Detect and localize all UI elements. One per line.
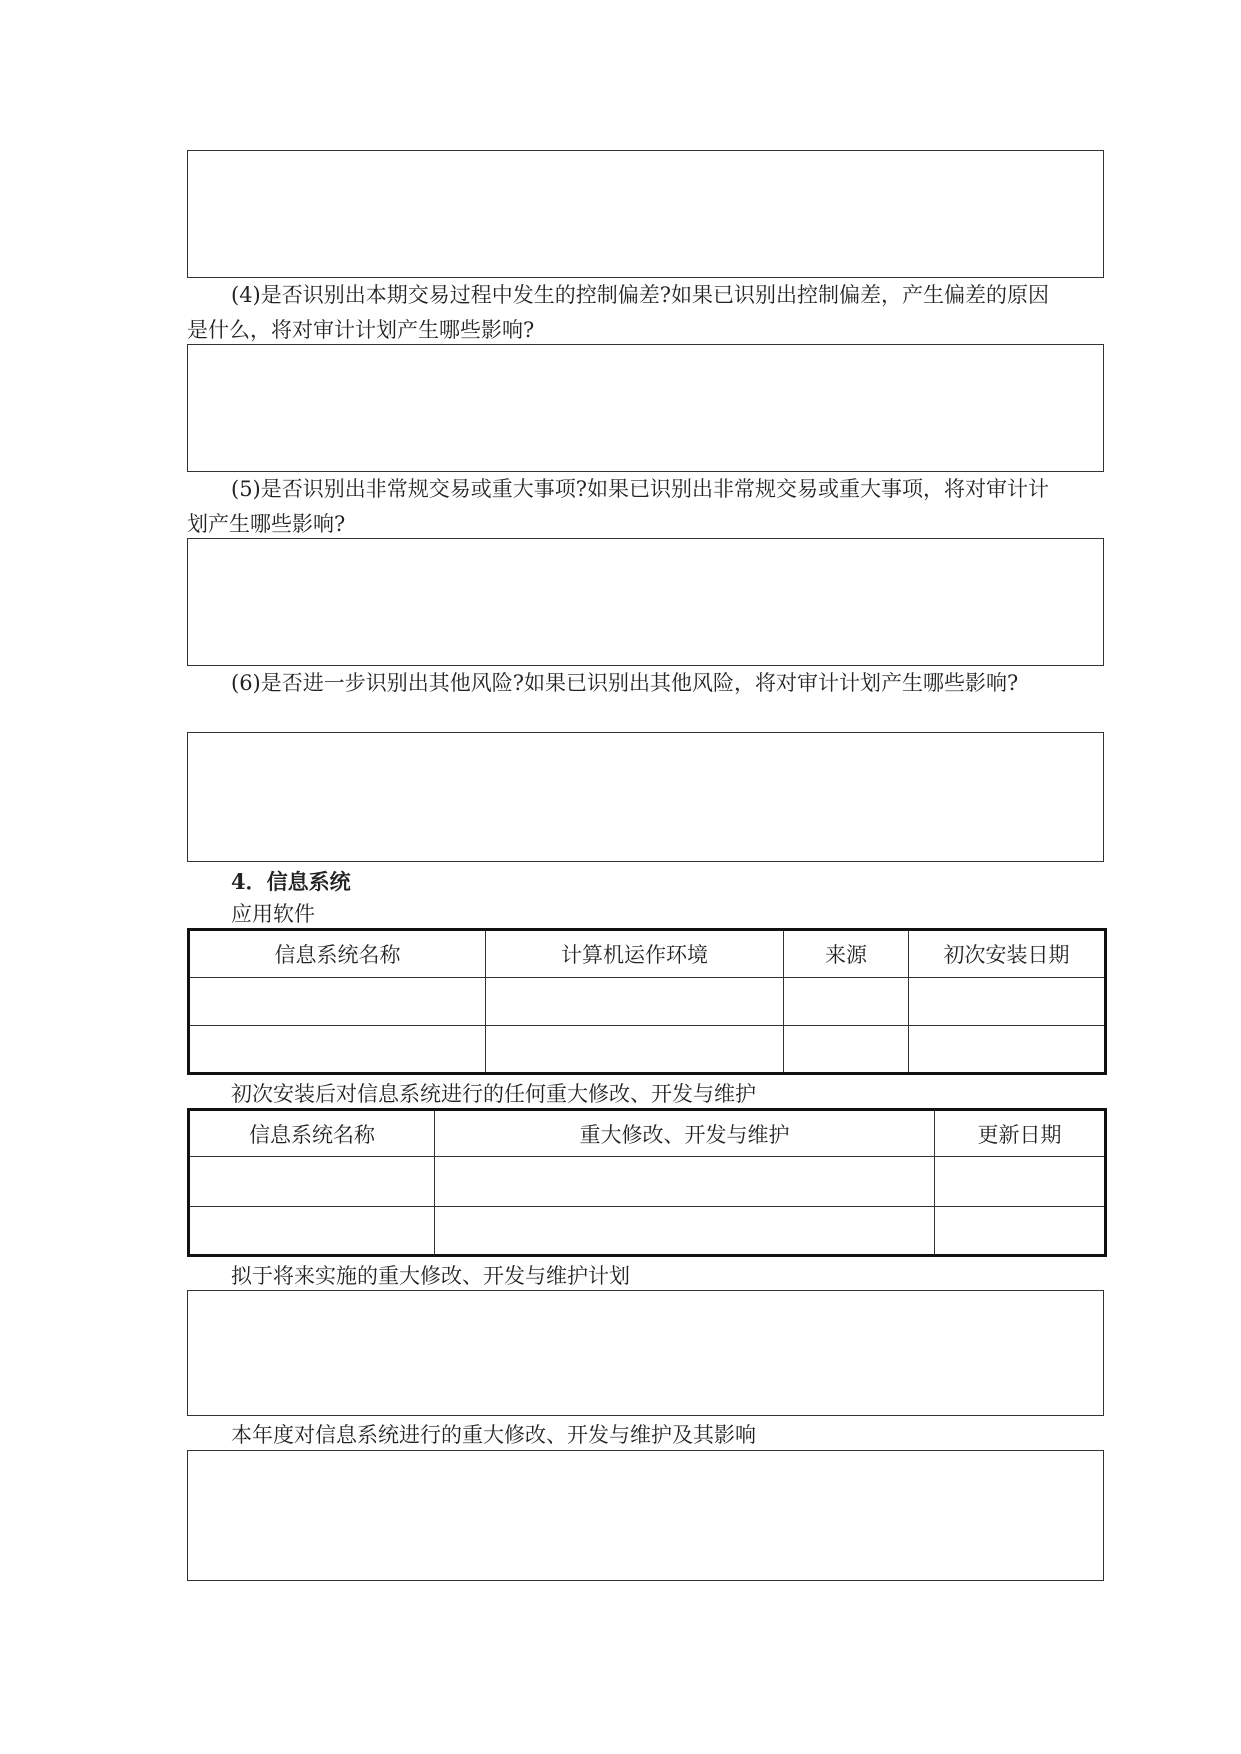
question-5 [187,472,1067,542]
question-4-text: (4)是否识别出本期交易过程中发生的控制偏差?如果已识别出控制偏差，产生偏差的原因是什么，将对审计计划产生哪些影响? [187,283,1050,342]
table-cell[interactable] [189,1026,486,1074]
table-cell[interactable] [435,1157,935,1206]
table2-header-mods: 重大修改、开发与维护 [435,1110,935,1157]
answer-box-4[interactable] [187,344,1104,472]
modification-label: 初次安装后对信息系统进行的任何重大修改、开发与维护 [231,1082,756,1106]
table-cell[interactable] [189,978,486,1026]
answer-box-3[interactable] [187,150,1104,278]
table-cell[interactable] [784,978,909,1026]
table-row [189,1157,1106,1206]
table-cell[interactable] [935,1157,1106,1206]
table2-header-name: 信息系统名称 [189,1110,435,1157]
table1-header-env: 计算机运作环境 [486,930,784,978]
answer-box-5[interactable] [187,538,1104,666]
modification-table [187,1108,1107,1257]
table-row [189,978,1106,1026]
table-cell[interactable] [189,1206,435,1255]
table2-header-date: 更新日期 [935,1110,1106,1157]
question-6-text: (6)是否进一步识别出其他风险?如果已识别出其他风险，将对审计计划产生哪些影响? [231,671,1019,695]
question-6 [187,666,1067,701]
answer-box-6[interactable] [187,732,1104,862]
table-row [189,1206,1106,1255]
table-cell[interactable] [189,1157,435,1206]
table-cell[interactable] [909,978,1106,1026]
table-row [189,1026,1106,1074]
table1-header-source: 来源 [784,930,909,978]
table-cell[interactable] [486,1026,784,1074]
table1-header-name: 信息系统名称 [189,930,486,978]
year-mod-box[interactable] [187,1450,1104,1581]
app-software-table [187,928,1107,1075]
table-cell[interactable] [486,978,784,1026]
app-software-label: 应用软件 [231,902,315,926]
table-cell[interactable] [935,1206,1106,1255]
table-cell[interactable] [784,1026,909,1074]
plan-label: 拟于将来实施的重大修改、开发与维护计划 [231,1264,630,1288]
question-4 [187,278,1067,348]
year-mod-label: 本年度对信息系统进行的重大修改、开发与维护及其影响 [231,1423,756,1447]
plan-box[interactable] [187,1290,1104,1416]
question-5-text: (5)是否识别出非常规交易或重大事项?如果已识别出非常规交易或重大事项，将对审计计划产生哪些影响? [187,477,1050,536]
section-heading: 4．信息系统 [231,869,351,894]
table1-header-date: 初次安装日期 [909,930,1106,978]
table-cell[interactable] [909,1026,1106,1074]
table-cell[interactable] [435,1206,935,1255]
